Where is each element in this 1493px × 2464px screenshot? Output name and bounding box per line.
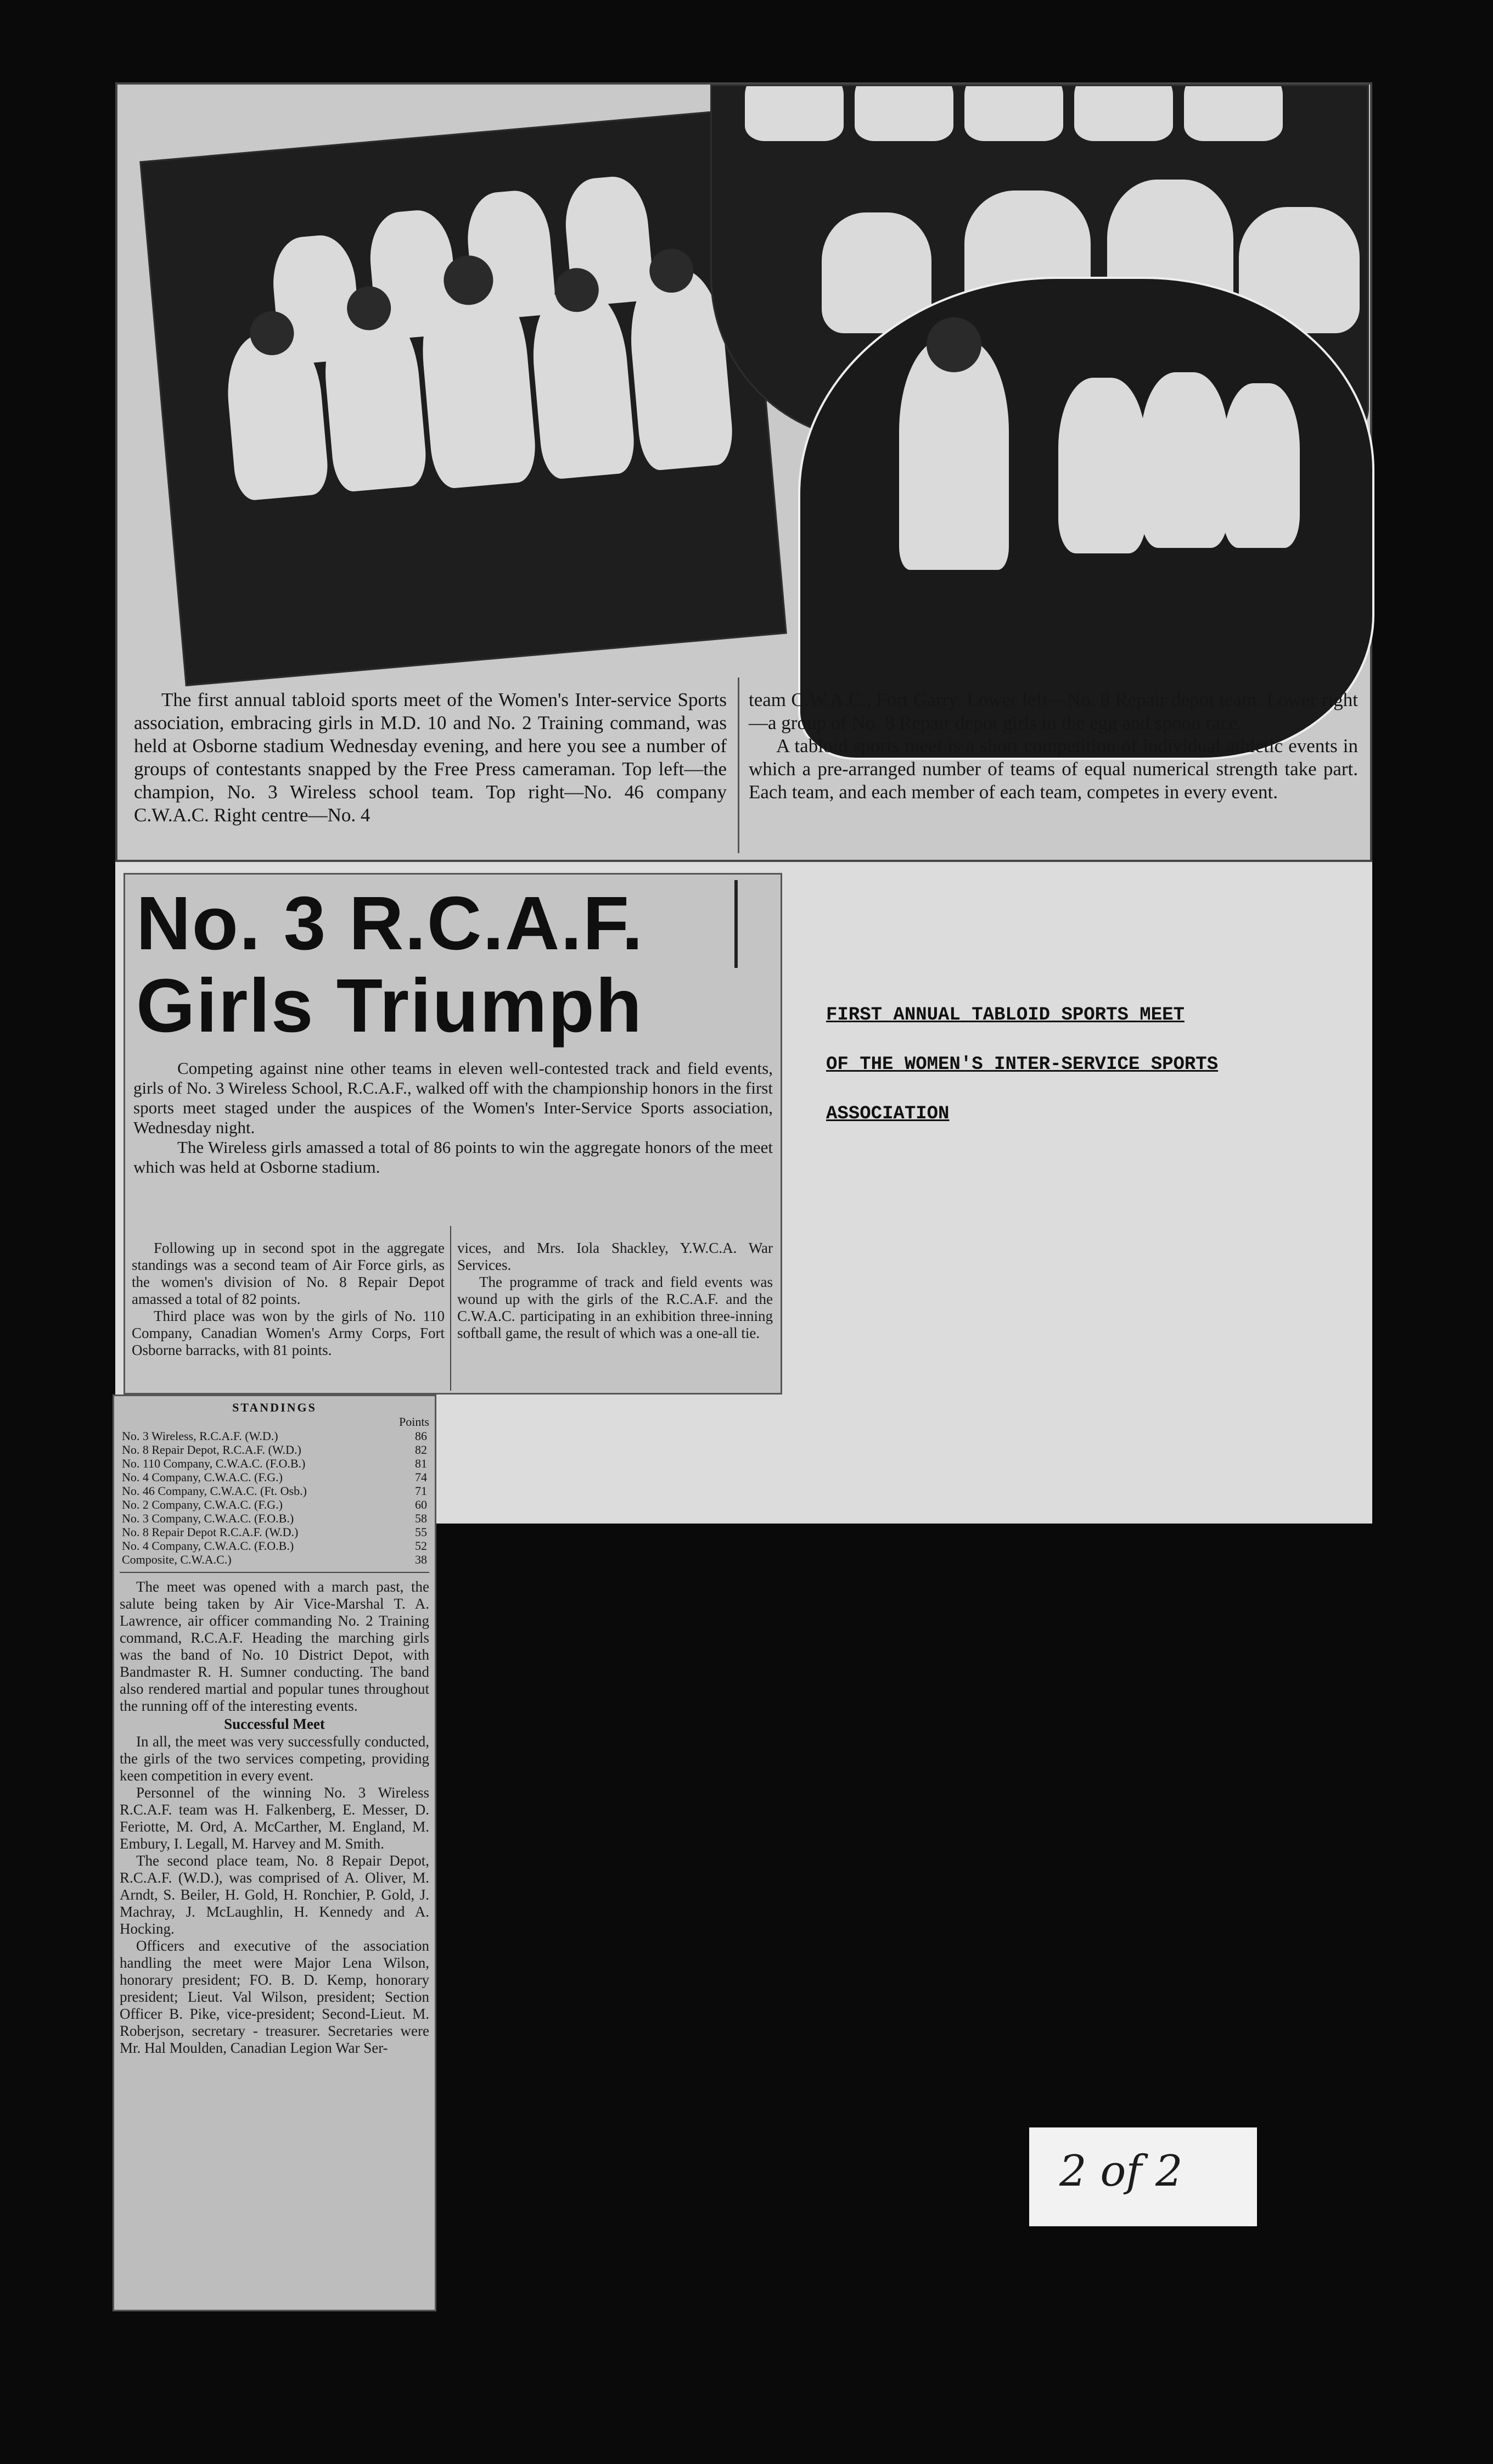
- col1-p1: Following up in second spot in the aggregate standings was a second team of Air Force girls, as the women's division of No. 8 Repair Depot amassed a total of 82 points.: [132, 1240, 445, 1307]
- column-divider: [450, 1226, 451, 1391]
- team-photo-wireless: [139, 109, 787, 686]
- standings-rule: [120, 1572, 429, 1573]
- standings-title: STANDINGS: [232, 1401, 317, 1414]
- standings-points: 82: [415, 1443, 427, 1457]
- standings-points: 55: [415, 1525, 427, 1539]
- typed-label: [826, 1005, 1218, 1124]
- article-col1: [132, 1240, 445, 1359]
- standings-row: [120, 1498, 429, 1511]
- standings-points: 86: [415, 1429, 427, 1443]
- standings-points: 52: [415, 1539, 427, 1553]
- standings-row: [120, 1539, 429, 1553]
- page-note-text: 2 of 2: [1059, 2147, 1183, 2196]
- col2-p2: The programme of track and field events was wound up with the girls of the R.C.A.F. and the C.W.A.C. participating in an exhibition three-inning softball game, the result of which was a one-all tie.: [457, 1274, 773, 1341]
- standings-team: No. 8 Repair Depot, R.C.A.F. (W.D.): [122, 1443, 301, 1457]
- standings-team: No. 3 Wireless, R.C.A.F. (W.D.): [122, 1429, 278, 1443]
- typed-label-line2: OF THE WOMEN'S INTER-SERVICE SPORTS: [826, 1054, 1219, 1075]
- typed-label-line1: FIRST ANNUAL TABLOID SPORTS MEET: [826, 1005, 1185, 1026]
- caption-divider: [738, 677, 739, 853]
- typed-label-line3: ASSOCIATION: [826, 1104, 950, 1124]
- headline-line1: No. 3 R.C.A.F.: [136, 881, 644, 966]
- continuation-clipping: [113, 1395, 436, 2311]
- lead-p2: The Wireless girls amassed a total of 86 points to win the aggregate honors of the meet which was held at Osborne stadium.: [133, 1138, 773, 1177]
- standings-row: [120, 1525, 429, 1539]
- page-note: [1029, 2127, 1257, 2226]
- caption-right-p2: A tabloid sports meet is a short competition of individual athletic events in which a pre-arranged number of teams of equal numerical strength take part. Each team, and each member of each team, competes in every event.: [749, 735, 1358, 803]
- standings-points: 38: [415, 1553, 427, 1566]
- caption-left: The first annual tabloid sports meet of the Women's Inter-service Sports association, embracing girls in M.D. 10 and No. 2 Training command, was held at Osborne stadium Wednesday evening, and here you see a number of groups of contestants snapped by the Free Press cameraman. Top left—the champion, No. 3 Wireless school team. Top right—No. 46 company C.W.A.C. Right centre—No. 4: [134, 689, 727, 826]
- headline-rule: [734, 880, 738, 968]
- standings-row: [120, 1553, 429, 1566]
- standings-team: Composite, C.W.A.C.): [122, 1553, 232, 1566]
- standings-points: 58: [415, 1511, 427, 1525]
- standings-row: [120, 1470, 429, 1484]
- standings-table: [120, 1429, 429, 1566]
- standings-points: 60: [415, 1498, 427, 1511]
- cont-p2: In all, the meet was very successfully conducted, the girls of the two services competing, providing keen competition in every event.: [120, 1733, 429, 1784]
- col1-p2: Third place was won by the girls of No. 110 Company, Canadian Women's Army Corps, Fort Osborne barracks, with 81 points.: [132, 1308, 445, 1358]
- headline-line2: Girls Triumph: [136, 964, 643, 1048]
- standings-points: 74: [415, 1470, 427, 1484]
- cont-p1: The meet was opened with a march past, the salute being taken by Air Vice-Marshal T. A. Lawrence, air officer commanding No. 2 Training command, R.C.A.F. Heading the marching girls was the band of No. 10 District Depot, with Bandmaster R. H. Sumner conducting. The band also rendered martial and popular tunes throughout the running off of the interesting events.: [120, 1578, 429, 1714]
- caption-right-p1: team C.W.A.C., Fort Garry. Lower left—No. 8 Repair depot team. Lower right—a group of No. 8 Repair depot girls in the egg and spoon race.: [749, 689, 1358, 733]
- standings-row: [120, 1429, 429, 1443]
- standings-points: 81: [415, 1457, 427, 1470]
- standings-team: No. 46 Company, C.W.A.C. (Ft. Osb.): [122, 1484, 307, 1498]
- lead-p1: Competing against nine other teams in eleven well-contested track and field events, girls of No. 3 Wireless School, R.C.A.F., walked off with the championship honors in the first sports meet staged under the auspices of the Women's Inter-Service Sports association, Wednesday night.: [133, 1059, 773, 1137]
- standings-row: [120, 1484, 429, 1498]
- standings-row: [120, 1443, 429, 1457]
- standings-team: No. 8 Repair Depot R.C.A.F. (W.D.): [122, 1525, 299, 1539]
- cont-p3: Personnel of the winning No. 3 Wireless R.C.A.F. team was H. Falkenberg, E. Messer, D. Feriotte, M. Ord, A. McCarther, M. England, M. Embury, I. Legall, M. Harvey and M. Smith.: [120, 1784, 429, 1852]
- cont-subhead: Successful Meet: [224, 1716, 325, 1732]
- lead: [133, 1059, 773, 1177]
- article-clipping: [124, 873, 782, 1395]
- standings-team: No. 3 Company, C.W.A.C. (F.O.B.): [122, 1511, 294, 1525]
- standings-row: [120, 1511, 429, 1525]
- article-col2: [457, 1240, 773, 1342]
- photo-clipping: [115, 82, 1372, 862]
- col2-p1: vices, and Mrs. Iola Shackley, Y.W.C.A. War Services.: [457, 1240, 773, 1273]
- egg-spoon-race-photo: [798, 277, 1374, 760]
- cont-p4: The second place team, No. 8 Repair Depot, R.C.A.F. (W.D.), was comprised of A. Oliver, M. Arndt, S. Beiler, H. Gold, H. Ronchier, P. Gold, J. Machray, J. McLaughlin, H. Kennedy and A. Hocking.: [120, 1852, 429, 1937]
- standings-team: No. 4 Company, C.W.A.C. (F.O.B.): [122, 1539, 294, 1553]
- cont-p5: Officers and executive of the association handling the meet were Major Lena Wilson, honorary president; FO. B. D. Kemp, honorary president; Lieut. Val Wilson, president; Section Officer B. Pike, vice-president; Second-Lieut. M. Roberjson, secretary - treasurer. Secretaries were Mr. Hal Moulden, Canadian Legion War Ser-: [120, 1937, 429, 2056]
- standings-team: No. 2 Company, C.W.A.C. (F.G.): [122, 1498, 283, 1511]
- standings-team: No. 4 Company, C.W.A.C. (F.G.): [122, 1470, 283, 1484]
- standings-points-header: Points: [398, 1415, 429, 1429]
- standings-team: No. 110 Company, C.W.A.C. (F.O.B.): [122, 1457, 306, 1470]
- caption-right: [749, 688, 1358, 804]
- standings-row: [120, 1457, 429, 1470]
- standings-points: 71: [415, 1484, 427, 1498]
